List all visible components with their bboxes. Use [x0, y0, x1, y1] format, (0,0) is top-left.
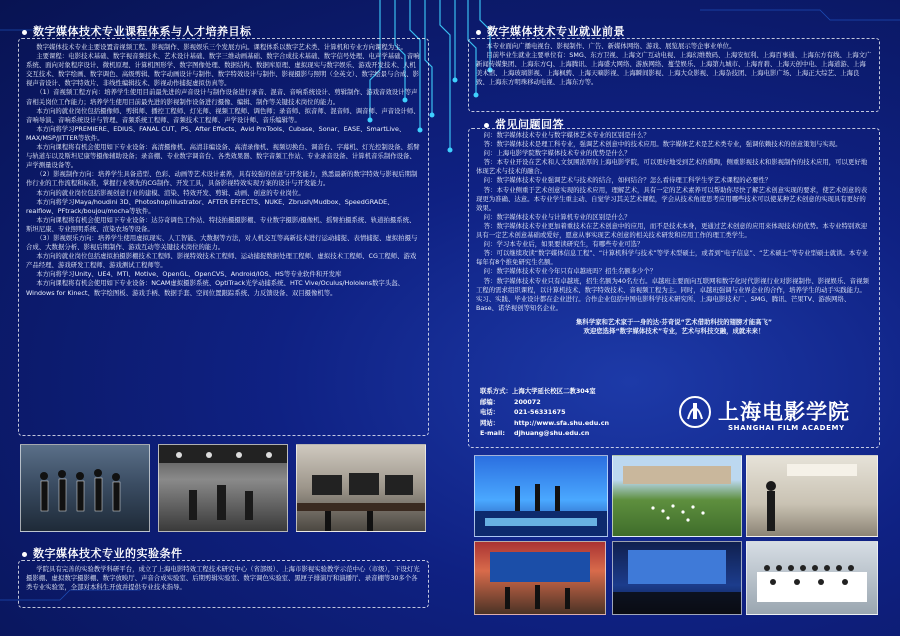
faq-answer: 答：数字媒体技术专业只有卓越班，招生名额为40名左右。卓越班主要面向互联网和数字化时代影视行业对影视制作、影视娱乐、音视频工程的需求组织课程，以计算机技术、数字特效技术、音视频工程为主。同时，卓越班强调与业界企业的合作，培养学生的动手实践能力。实习、实践、毕业设计都在企业进行。合作企业包括中国电影科学技术研究所、上海电影技术厂、SMG、腾讯、芒果TV、游族网络、Base、诺华视创等知名企业。 — [476, 276, 869, 312]
faq-question: 问：学习本专业后，如果要读研究生，有哪些专业可选？ — [483, 240, 644, 249]
curriculum-paragraph: 本方向课程将有机会使用如下专业设备：NCAM虚拟摄影系统、OptiTrack光学动捕系统、HTC Vive/Oculus/Hololens数字头盔、Windows for Kinect、数字绘图板、游戏手柄、数据手套、空间位置跟踪系统、力反馈设备、双目摄像机等。 — [26, 279, 404, 297]
faq-closing-welcome: 欢迎您选择“数字媒体技术”专业，艺术与科技交融，成就未来！ — [583, 326, 765, 335]
academy-name-cn: 上海电影学院 — [718, 399, 850, 424]
exhibition-photo — [474, 541, 606, 615]
address-label: 联系方式： — [480, 387, 512, 395]
postcode-value: 200072 — [514, 397, 541, 406]
academy-emblem-icon — [678, 395, 712, 429]
phone-value: 021-56331675 — [514, 408, 566, 416]
curriculum-paragraph: 本方向将学习Unity、UE4、MTI、Motive、OpenGL、OpenCVS、Android/IOS、HS等专业软件和开发库 — [36, 270, 342, 279]
faq-question: 问：上海电影学院数字媒体技术专业的优势是什么？ — [483, 149, 631, 158]
lab-text — [26, 565, 420, 592]
faq-question: 问：数字媒体技术专业强调艺术与技术的结合，如何结合？怎么看待理工科学生学艺术课程的必要性？ — [483, 176, 772, 185]
faq-answer: 答：本专业开设在艺术和人文氛围浓厚的上海电影学院，可以更好地受到艺术的熏陶，侧重影视技术和影视制作的技术应用，可以更好地体现艺术与技术的融合。 — [476, 158, 868, 176]
address-value: 上海大学延长校区二教304室 — [511, 387, 596, 395]
faq-answer: 答：可以继续攻读“数字媒体信息工程”、“计算机科学与技术”等学术型硕士，或者到“电子信息”、“艺术硕士”等专业型硕士就读。本专业每年有8个推免研究生名额。 — [476, 249, 869, 267]
curriculum-paragraph: （1）音视频工程方向：培养学生使用目前最先进的声音设计与制作设备进行录音、混音、音响系统设计、剪辑制作、游戏音效设计等声音相关岗位工作能力；培养学生使用目前最先进的影视制作设备进行摄像、编辑、制作等关键技术岗位的能力。 — [26, 88, 418, 106]
curriculum-paragraph: 数字媒体技术专业主要设置音视频工程、影视制作、影视娱乐三个发展方向。课程体系以数字艺术类、计算机和专业方向课程为主。 — [36, 43, 407, 51]
festival-stage-photo — [474, 455, 608, 537]
group-photo — [746, 541, 878, 615]
career-text — [476, 42, 872, 87]
campus-lawn-photo — [612, 455, 742, 537]
career-paragraph: 目前毕业生就业主要单位有：SMG、东方卫视、上海文广互动电视、上海幻维数码、上海安恒利、上海百事通、上海东方有线、上海文广新闻传媒集团、上海东方CJ、上海腾讯、上海盛大网络、游族网络、蔓莹娱乐、上海第九城市、上海育碧、上海天创中电、上海道游、上海美术馆、上海玻璃影视、上海枫骋、上海天嘀影视、上海瞬间影视、上海大众影视、上海杂技团、上海电影广场、上海正大综艺、上海良致、上海东方明珠移动电视、上海东方等。 — [476, 51, 872, 87]
screening-hall-photo — [612, 541, 742, 615]
curriculum-paragraph: 本方向的就业岗位包括影视创意行业的建模、渲染、特效开发、剪辑、动画、创意的专业岗位。 — [36, 188, 305, 197]
faq-answer: 答：数字媒体技术专业更加着重技术在艺术创意中的应用，而不是技术本身，更通过艺术创意的应用来体现技术的优势。本专业特别欢迎具有一定艺术创意基础或爱好，愿意从事实现艺术创意的相关技术研发和应用工作的理工类学生。 — [476, 221, 868, 240]
phone-label: 电话： — [480, 408, 500, 416]
contact-block — [480, 386, 680, 439]
lab-paragraph: 学院具有完善的实验教学科研平台，成立了上海电影特效工程技术研究中心（省部级）、上海市影视实验教学示范中心（市级），下设灯光摄影棚、虚拟数字摄影棚、数字放映厅、声音合成实验室、后期剪辑实验室、数字调色实验室、黑匣子排演厅和演播厅、录音棚等30多个各类专业实验室，全部对本科生开放并提供专业技术指导。 — [26, 565, 420, 592]
curriculum-paragraph: 本方向的就业岗位包括摄像师、剪辑师、播控工程师、灯光师、视频工程师、调色师；录音师、拟音师、混音师、调音师、声音设计师、音响导演、音响系统设计与管理、音频系统工程师、音频技术工程师、声学设计师、音乐编辑等。 — [26, 106, 420, 124]
faq-question: 问：数字媒体技术专业与数字媒体艺术专业的区别是什么？ — [483, 131, 650, 139]
curriculum-paragraph: 本方向将学习PREMIERE、EDIUS、FANAL CUT、PS、After Effects、Avid ProTools、Cubase、Sonar、EASE、SmartLive、MAX/MSP/JITTER等软件。 — [26, 124, 406, 142]
website-label: 网站： — [480, 418, 500, 427]
curriculum-paragraph: 主要课程：电影技术基础、数字视音频技术、艺术设计基础、数字三维动画基础、数字合成技术基础、数字信号处理、电声学基础、音响系统、面向对象程序设计、微机原理、计算机图形学、数字图像处理、数据结构、数据库原理、虚拟现实与数字娱乐、游戏开发技术、人机交互技术、数字绘画、数字调色、高级剪辑、数字动画设计与制作、数字特效设计与制作、影视摄影与照明（全英文）、数字绘景与合成、影视声音设计、数字特效片、非线性编辑技术、影视动作捕捉虚拟仿真等。 — [26, 52, 420, 88]
faq-text — [476, 131, 872, 336]
faq-question: 问：数字媒体技术专业与计算机专业的区别是什么？ — [483, 212, 631, 221]
postcode-label: 邮编： — [480, 397, 500, 406]
email-link[interactable]: djhuang@shu.edu.cn — [514, 429, 590, 437]
curriculum-paragraph: 本方向课程将有机会使用如下专业设备：高清摄像机、高清非编设备、高清录像机、视频切换台、调音台、字幕机、灯光控制设备、摇臂与轨道车以及斯坦尼康等摄像辅助设备；录音棚、专业数字调音台、各类效果器、数字音频工作站、专业录音设备、计算机音乐制作设备、声学测量设备等。 — [26, 143, 420, 170]
email-label: E-mail: — [480, 429, 505, 437]
lab-title: 数字媒体技术专业的实验条件 — [22, 545, 183, 561]
curriculum-paragraph: 本方向将学习Maya/houdini 3D、Photoshop/illustrator、AFTER EFFECTS、NUKE、Zbrush/Mudbox、SpeedGRADE、realflow、PFtrack/boujou/mocha等软件。 — [26, 197, 394, 215]
curriculum-paragraph: 本方向课程将有机会使用如下专业设备：达芬奇调色工作站、特技拍摄摄影棚、专业数字摄影/摄像机、摇臂拍摄系统、轨道拍摄系统、斯坦尼康、专业照明系统、渲染农场等设备。 — [26, 215, 416, 233]
curriculum-paragraph: （3）影视娱乐方向：培养学生使用虚拟现实、人工智能、大数据等方法，对人机交互等高新技术进行运动捕捉、表情捕捉、虚拟拍摄与合成、大数据分析、影视后期制作、游戏互动等关键技术岗位的能力。 — [26, 233, 418, 252]
faq-title: 常见问题回答 — [484, 116, 564, 132]
curriculum-text — [26, 43, 420, 298]
curriculum-paragraph: 本方向的就业岗位包括虚拟拍摄影棚技术工程师、影视特效技术工程师、运动捕捉数据处理工程师、虚拟技术工程师、CG工程师、游戏产品经理、游戏研发工程师、游戏测试工程师等。 — [26, 252, 417, 270]
faq-answer: 答：数字媒体技术是理工科专业，强调艺术创意中的技术应用。数字媒体艺术是艺术类专业，强调依赖技术的创意策划与实现。 — [483, 140, 842, 149]
curriculum-title: 数字媒体技术专业课程体系与人才培养目标 — [22, 23, 252, 39]
editing-lab-photo — [296, 444, 426, 532]
research-center-photo — [746, 455, 878, 537]
faq-question: 问：数字媒体技术专业今年只有卓越班吗？招生名额多少个？ — [483, 267, 657, 276]
curriculum-paragraph: （2）影视制作方向：培养学生具备造型、色彩、动画等艺术设计素养，具有较强的创意与开发能力，熟悉最新的数字特效与影视后期制作行业的工作流程和标准，掌握行业领先的CG制作、开发工具，具备影视特效实现方案的设计与开发能力。 — [26, 170, 418, 188]
career-title: 数字媒体技术专业就业前景 — [476, 23, 625, 39]
motion-capture-photo — [20, 444, 150, 532]
studio-photo — [158, 444, 288, 532]
academy-name-en: SHANGHAI FILM ACADEMY — [728, 424, 845, 432]
career-paragraph: 本专业面向广播电视台、影视制作、广告、新媒体网络、游戏、展览展示等企事业单位。 — [486, 42, 736, 50]
faq-answer: 答：本专业侧重于艺术创意实现的技术应用，理解艺术，具有一定的艺术素养可以帮助你尽快了解艺术创意实现的要求，使艺术创意的表现更为准确、达意。本专业学生重主动、自觉学习其关艺术课程，学会从技术角度思考应用哪些技术可以使某种艺术创意的实现具有更好的效果。 — [476, 185, 868, 212]
faq-closing-quote: 集科学家和艺术家于一身的达·芬奇说“艺术借助科技的翅膀才能高飞” — [575, 317, 773, 326]
website-link[interactable]: http://www.sfa.shu.edu.cn — [514, 418, 610, 427]
